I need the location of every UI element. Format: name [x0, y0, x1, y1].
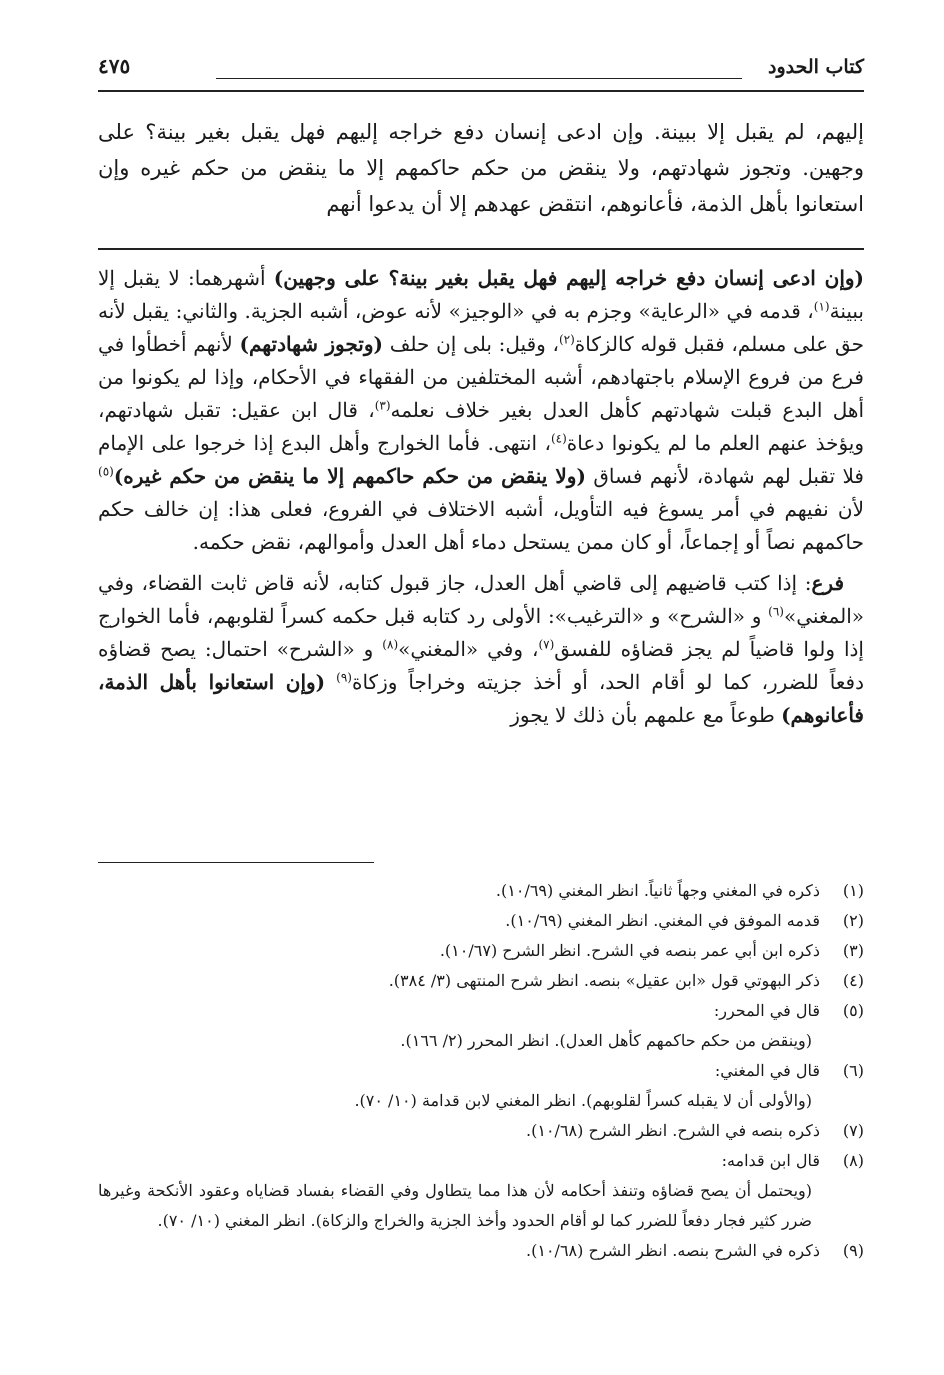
footnote-ref: (٣) — [374, 398, 391, 413]
commentary-text: ، وفي «المغني» — [398, 637, 539, 661]
footnote-number: (٦) — [842, 1061, 864, 1080]
footnote-ref: (٩) — [336, 670, 352, 685]
commentary — [98, 262, 864, 740]
footnote-quote: (ويحتمل أن يصح قضاؤه وتنفذ أحكامه لأن هذا مما يتطاول وفي القضاء بفساد قضاياه وعقود الأنكحة وغيرها ضرر كثير فجار دفعاً للضرر كما لو أقام الحدود وأخذ الجزية والخراج والزكاة). انظر المغني (١٠/ ٧٠). — [98, 1181, 812, 1230]
footnote — [98, 1236, 864, 1266]
footnote-ref: (٨) — [382, 637, 399, 652]
footnote-number: (٨) — [842, 1151, 864, 1170]
footnote — [98, 1056, 864, 1116]
header-rule — [98, 90, 864, 92]
matn-quote: (وتجوز شهادتهم) — [239, 332, 383, 356]
footnote-number: (٧) — [842, 1121, 864, 1140]
book-page — [98, 50, 865, 1260]
footnote-number: (١) — [842, 881, 864, 900]
commentary-text: طوعاً مع علمهم بأن ذلك لا يجوز — [510, 703, 782, 727]
footnote-text: قال ابن قدامه: — [721, 1151, 820, 1170]
commentary-text: ، وقيل: بلى إن حلف — [382, 332, 559, 356]
footnote-number: (٤) — [842, 971, 864, 990]
footnote — [98, 1116, 864, 1146]
commentary-text: : إذا كتب قاضيهم إلى قاضي أهل العدل، جاز قبول كتابه، لأنه قاض ثابت القضاء، وفي «المغني» — [98, 571, 864, 628]
commentary-paragraph — [98, 262, 864, 559]
main-text: إليهم، لم يقبل إلا ببينة. وإن ادعى إنسان دفع خراجه إليهم فهل يقبل بغير بينة؟ على وجهين. وتجوز شهادتهم، ولا ينقض من حكم حاكمهم إلا ما ينقض من حكم غيره وإن استعانوا بأهل الذمة، فأعانوهم، انتقض عهدهم إلا أن يدعوا أنهم — [98, 120, 864, 216]
commentary-text: ، قال ابن عقيل: تقبل شهادتهم، ويؤخذ عنهم العلم ما لم يكونوا دعاة — [98, 398, 864, 455]
header-line — [216, 78, 742, 79]
footnote-text: ذكره في المغني وجهاً ثانياً. انظر المغني (١٠/٦٩). — [495, 881, 820, 900]
footnote-ref: (٥) — [98, 464, 114, 479]
footnote-number: (٢) — [842, 911, 864, 930]
footnote-number: (٥) — [842, 1001, 864, 1020]
matn-quote: (ولا ينقض من حكم حاكمهم إلا ما ينقض من حكم غيره) — [113, 464, 586, 488]
footnote-ref: (١) — [813, 299, 830, 314]
footnote-number: (٣) — [842, 941, 864, 960]
footnote — [98, 996, 864, 1056]
commentary-text: ، انتهى. فأما الخوارج وأهل البدع إذا خرجوا على الإمام فلا تقبل لهم شهادة، لأنهم فساق — [98, 431, 864, 488]
footnote — [98, 966, 864, 996]
commentary-paragraph-branch — [98, 567, 864, 732]
footnote-quote: (والأولى أن لا يقبله كسراً لقلوبهم). انظر المغني لابن قدامة (١٠/ ٧٠). — [354, 1091, 812, 1110]
footnote-ref: (٢) — [558, 332, 575, 347]
footnotes — [98, 876, 864, 1266]
main-text-divider — [98, 248, 864, 250]
matn-quote: (وإن استعانوا بأهل الذمة، فأعانوهم) — [98, 670, 864, 727]
page-number: ٤٧٥ — [98, 54, 131, 78]
commentary-text: لأنهم أخطأوا في فرع من فروع الإسلام باجتهادهم، أشبه المختلفين من الفقهاء في الأحكام، وإذا لم يكونوا من أهل البدع قبلت شهادتهم كأهل العدل بغير خلاف نعلمه — [98, 332, 865, 422]
footnotes-divider — [98, 862, 374, 863]
footnote-text: ذكره في الشرح بنصه. انظر الشرح (١٠/٦٨). — [526, 1241, 820, 1260]
chapter-title: كتاب الحدود — [767, 56, 864, 78]
footnote — [98, 1146, 864, 1236]
footnote — [98, 906, 864, 936]
matn-quote: فرع — [811, 571, 844, 595]
footnote-ref: (٧) — [538, 637, 555, 652]
commentary-text: ، قدمه في «الرعاية» وجزم به في «الوجيز» لأنه عوض، أشبه الجزية. والثاني: يقبل لأنه حق على مسلم، فقبل قوله كالزكاة — [98, 299, 865, 356]
footnote-text: ذكر البهوتي قول «ابن عقيل» بنصه. انظر شرح المنتهى (٣/ ٣٨٤). — [388, 971, 820, 990]
matn-quote: (وإن ادعى إنسان دفع خراجه إليهم فهل يقبل بغير بينة؟ على وجهين) — [273, 266, 864, 290]
footnote-text: قدمه الموفق في المغني. انظر المغني (١٠/٦٩). — [505, 911, 820, 930]
footnote-quote: (وينقض من حكم حاكمهم كأهل العدل). انظر المحرر (٢/ ١٦٦). — [400, 1031, 812, 1050]
commentary-text: و «الشرح» احتمال: يصح قضاؤه دفعاً للضرر، كما لو أقام الحد، أو أخذ جزيته وخراجاً وزكاة — [98, 637, 864, 694]
footnote-ref: (٤) — [550, 431, 567, 446]
footnote-text: قال في المحرر: — [713, 1001, 820, 1020]
commentary-text: لأن نفيهم في أمر يسوغ فيه التأويل، أشبه الاختلاف في الفروع، فعلى هذا: إن خالف حكم حاكمهم نصاً أو إجماعاً، أو كان ممن يستحل دماء أهل العدل وأموالهم، نقض حكمه. — [98, 497, 864, 554]
running-header — [98, 50, 864, 84]
footnote-ref: (٦) — [768, 604, 784, 619]
footnote-text: ذكره ابن أبي عمر بنصه في الشرح. انظر الشرح (١٠/٦٧). — [439, 941, 820, 960]
footnote-text: قال في المغني: — [714, 1061, 820, 1080]
commentary-text — [325, 670, 336, 694]
footnote — [98, 876, 864, 906]
footnote-number: (٩) — [842, 1241, 864, 1260]
commentary-text: أشهرهما: لا يقبل إلا ببينة — [98, 266, 864, 323]
footnote-text: ذكره بنصه في الشرح. انظر الشرح (١٠/٦٨). — [526, 1121, 820, 1140]
footnote — [98, 936, 864, 966]
commentary-text: و «الشرح» و «الترغيب»: الأولى رد كتابه قبل حكمه كسراً لقلوبهم، فأما الخوارج إذا ولوا قاضياً لم يجز قضاؤه للفسق — [98, 604, 864, 661]
